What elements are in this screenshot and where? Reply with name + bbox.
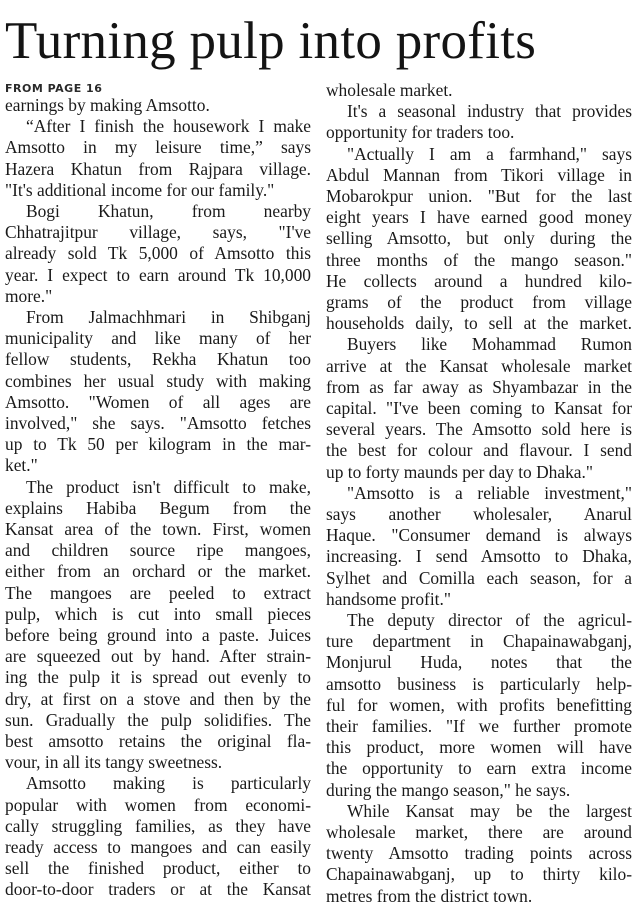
text-line: Buyers like Mohammad Rumon xyxy=(347,334,632,355)
text-line: Haque. "Consumer demand is always xyxy=(326,525,632,546)
text-line: The product isn't difficult to make, xyxy=(26,476,311,497)
text-line: handsome profit." xyxy=(326,588,451,609)
text-line: the best for colour and flavour. I send xyxy=(326,440,632,461)
text-line: before being ground into a paste. Juices xyxy=(5,625,311,645)
text-line: ready access to mangoes and can easily xyxy=(5,837,311,857)
continued-from-label: FROM PAGE 16 xyxy=(5,82,103,95)
text-line: up to Tk 50 per kilogram in the mar- xyxy=(5,434,311,455)
text-line: capital. "I've been coming to Kansat for xyxy=(326,398,632,418)
text-line: increasing. I send Amsotto to Dhaka, xyxy=(326,546,632,567)
text-line: eight years I have earned good money xyxy=(326,207,632,228)
text-line: "Amsotto is a reliable investment," xyxy=(347,482,632,503)
text-line: already sold Tk 5,000 of Amsotto this xyxy=(5,243,311,264)
text-line: The deputy director of the agricul- xyxy=(347,610,632,630)
article-headline: Turning pulp into profits xyxy=(5,12,537,70)
text-line: Sylhet and Comilla each season, for a xyxy=(326,567,632,588)
text-line: Kansat area of the town. First, women xyxy=(5,519,311,539)
text-line: more." xyxy=(5,285,53,306)
text-line: pulp, which is cut into small pieces xyxy=(5,603,311,624)
text-line: Bogi Khatun, from nearby xyxy=(26,201,311,221)
text-line: cally struggling families, as they have xyxy=(5,815,311,836)
text-line: from as far away as Shyambazar in the xyxy=(326,376,632,397)
text-line: explains Habiba Begum from the xyxy=(5,497,311,518)
text-line: Hazera Khatun from Rajpara village. xyxy=(5,158,311,179)
text-line: ing the pulp it is spread out evenly to xyxy=(5,667,311,688)
text-line: Chhatrajitpur village, says, "I've xyxy=(5,222,311,243)
text-line: ket." xyxy=(5,455,38,476)
text-line: and children source ripe mangoes, xyxy=(5,540,311,561)
text-line: dry, at first on a stove and then by the xyxy=(5,688,311,709)
text-line: says another wholesaler, Anarul xyxy=(326,504,632,524)
text-line: Mobarokpur union. "But for the last xyxy=(326,186,632,206)
text-line: up to forty maunds per day to Dhaka." xyxy=(326,461,593,482)
text-line: municipality and like many of her xyxy=(5,328,311,349)
text-line: earnings by making Amsotto. xyxy=(5,95,210,115)
text-line: door-to-door traders or at the Kansat xyxy=(5,879,311,900)
text-line: popular with women from economi- xyxy=(5,794,311,815)
text-line: It's a seasonal industry that provides xyxy=(347,101,632,122)
text-line: are squeezed out by hand. After strain- xyxy=(5,646,311,667)
text-line: year. I expect to earn around Tk 10,000 xyxy=(5,264,311,285)
text-line: From Jalmachhmari in Shibganj xyxy=(26,307,311,327)
text-line: best amsotto retains the original fla- xyxy=(5,731,311,751)
text-line: "Actually I am a farmhand," says xyxy=(347,143,632,164)
text-line: Abdul Mannan from Tikori village in xyxy=(326,164,632,185)
text-line: wholesale market. xyxy=(326,80,453,100)
text-line: this product, more women will have xyxy=(326,737,632,758)
text-line: “After I finish the housework I make xyxy=(26,116,311,137)
text-line: Amsotto. "Women of all ages are xyxy=(5,391,311,412)
text-line: their families. "If we further promote xyxy=(326,716,632,736)
text-line: households daily, to sell at the market. xyxy=(326,313,632,334)
text-line: amsotto business is particularly help- xyxy=(326,673,632,694)
text-line: Monjurul Huda, notes that the xyxy=(326,652,632,673)
text-line: sell the finished product, either to xyxy=(5,858,311,879)
text-line: vour, in all its tangy sweetness. xyxy=(5,752,223,773)
text-line: opportunity for traders too. xyxy=(326,122,515,143)
text-line: grams of the product from village xyxy=(326,292,632,312)
text-line: fellow students, Rekha Khatun too xyxy=(5,349,311,370)
text-line: several years. The Amsotto sold here is xyxy=(326,419,632,440)
text-line: metres from the district town. xyxy=(326,885,533,906)
text-line: three months of the mango season." xyxy=(326,249,632,270)
text-line: He collects around a hundred kilo- xyxy=(326,270,632,291)
text-line: combines her usual study with making xyxy=(5,370,311,391)
text-line: either from an orchard or the market. xyxy=(5,561,311,582)
text-line: during the mango season," he says. xyxy=(326,779,571,800)
text-line: arrive at the Kansat wholesale market xyxy=(326,355,632,376)
text-line: involved," she says. "Amsotto fetches xyxy=(5,413,311,433)
text-line: sun. Gradually the pulp solidifies. The xyxy=(5,709,311,730)
text-line: "It's additional income for our family." xyxy=(5,179,275,200)
text-line: Chapainawabganj, up to thirty kilo- xyxy=(326,864,632,885)
text-line: ture department in Chapainawabganj, xyxy=(326,631,632,652)
text-line: selling Amsotto, but only during the xyxy=(326,228,632,249)
text-line: wholesale market, there are around xyxy=(326,822,632,842)
text-line: Amsotto in my leisure time,” says xyxy=(5,137,311,158)
text-line: the opportunity to earn extra income xyxy=(326,758,632,779)
text-line: twenty Amsotto trading points across xyxy=(326,843,632,864)
text-line: While Kansat may be the largest xyxy=(347,800,632,821)
text-line: ful for women, with profits benefitting xyxy=(326,694,632,715)
text-line: Amsotto making is particularly xyxy=(26,773,311,794)
text-line: The mangoes are peeled to extract xyxy=(5,582,311,603)
